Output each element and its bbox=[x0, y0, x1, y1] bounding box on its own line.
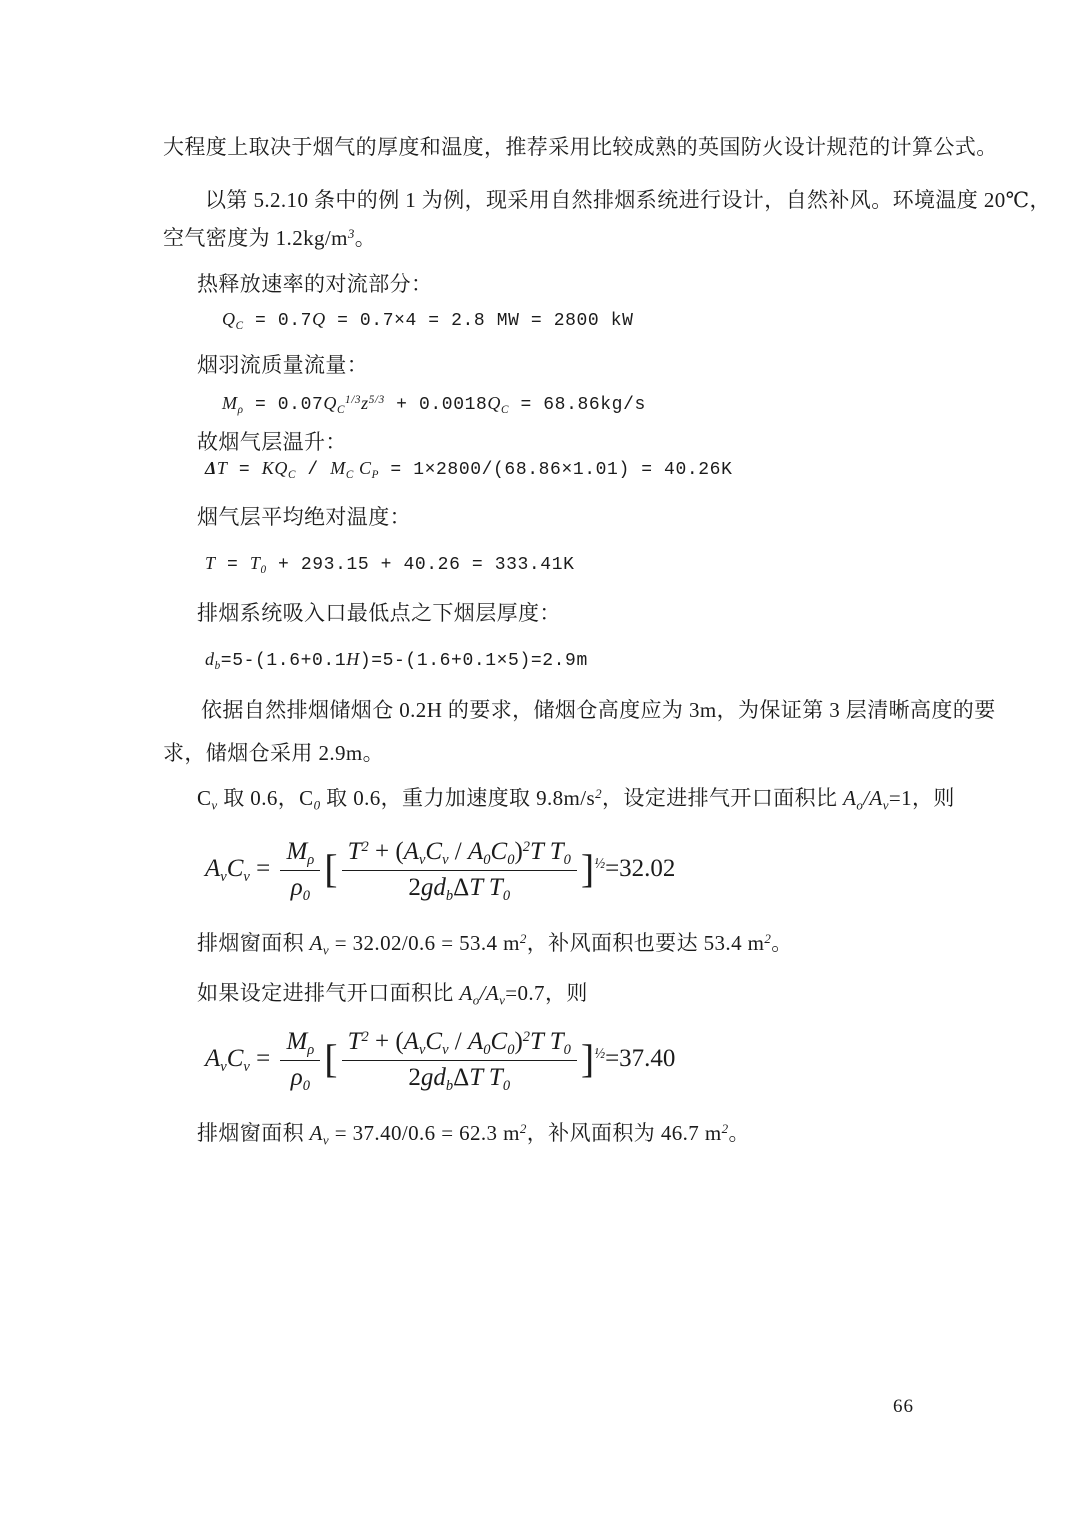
paragraph-reservoir-line2: 求，储烟仓采用 2.9m。 bbox=[163, 741, 385, 765]
formula-absolute-temperature: $T = T_0 + 293.15 + 40.26 = 333.41K$ bbox=[205, 553, 575, 576]
paragraph-conclusion-line: 大程度上取决于烟气的厚度和温度，推荐采用比较成熟的英国防火设计规范的计算公式。 bbox=[163, 135, 998, 159]
paragraph-coefficients: $C_v$ 取 0.6，$C_0$ 取 0.6，重力加速度取 $9.8m/s^2$，设定进排气开口面积比 $A_o/A_v=1$，则 bbox=[197, 785, 955, 813]
heading-smoke-layer-depth: 排烟系统吸入口最低点之下烟层厚度： bbox=[197, 601, 561, 625]
heading-convective-part: 热释放速率的对流部分： bbox=[197, 272, 433, 296]
heading-temperature-rise: 故烟气层温升： bbox=[197, 430, 347, 454]
heading-average-absolute-temperature: 烟气层平均绝对温度： bbox=[197, 505, 411, 529]
paragraph-vent-area-result-2: 排烟窗面积 $A_v = 37.40/0.6 = 62.3$ $m^2$，补风面积为 46.7 $m^2$。 bbox=[197, 1120, 750, 1148]
formula-delta-t: $\Delta T = KQ_C / M_C$ $C_P = 1\times 2800/(68.86\times 1.01) = 40.26K$ bbox=[205, 458, 733, 481]
formula-qc: $Q_C = 0.7Q = 0.7\times 4 = 2.8$ MW = 2800 kW bbox=[222, 309, 634, 332]
paragraph-vent-area-result-1: 排烟窗面积 $A_v = 32.02/0.6 = 53.4$ $m^2$，补风面积也要达 53.4 $m^2$。 bbox=[197, 930, 793, 958]
formula-vent-area-equation-1: $A_vC_v$ = $\frac{M_\rho}{\rho_0}$ [ $\frac{T^2 + (A_vC_v / A_0C_0)^2T T_0}{2gd_b\Delta T T_0}$ ]$^{\frac{1}{2}}$=32.02 bbox=[205, 838, 676, 904]
paragraph-ratio-07: 如果设定进排气开口面积比 $A_o/A_v=0.7$，则 bbox=[197, 981, 588, 1008]
page-number: 66 bbox=[893, 1396, 914, 1417]
formula-layer-depth: $d_b=5-(1.6+0.1H)=5-(1.6+0.1\times 5)=2.9m$ bbox=[205, 649, 588, 672]
formula-vent-area-equation-2: $A_vC_v$ = $\frac{M_\rho}{\rho_0}$ [ $\frac{T^2 + (A_vC_v / A_0C_0)^2T T_0}{2gd_b\Delta T T_0}$ ]$^{\frac{1}{2}}$=37.40 bbox=[205, 1028, 676, 1094]
formula-mass-flow: $M_\rho = 0.07Q_C^{1/3}z^{5/3} + 0.0018Q_C = 68.86kg/s$ bbox=[222, 393, 646, 416]
paragraph-reservoir-line1: 依据自然排烟储烟仓 0.2H 的要求，储烟仓高度应为 3m，为保证第 3 层清晰高度的要 bbox=[201, 698, 996, 722]
paragraph-example-line2: 空气密度为 $1.2kg/m^3$。 bbox=[163, 225, 377, 250]
heading-plume-mass-flow: 烟羽流质量流量： bbox=[197, 353, 369, 377]
paragraph-example-line1: 以第 5.2.10 条中的例 1 为例，现采用自然排烟系统进行设计，自然补风。环境温度 20℃， bbox=[205, 188, 1051, 212]
